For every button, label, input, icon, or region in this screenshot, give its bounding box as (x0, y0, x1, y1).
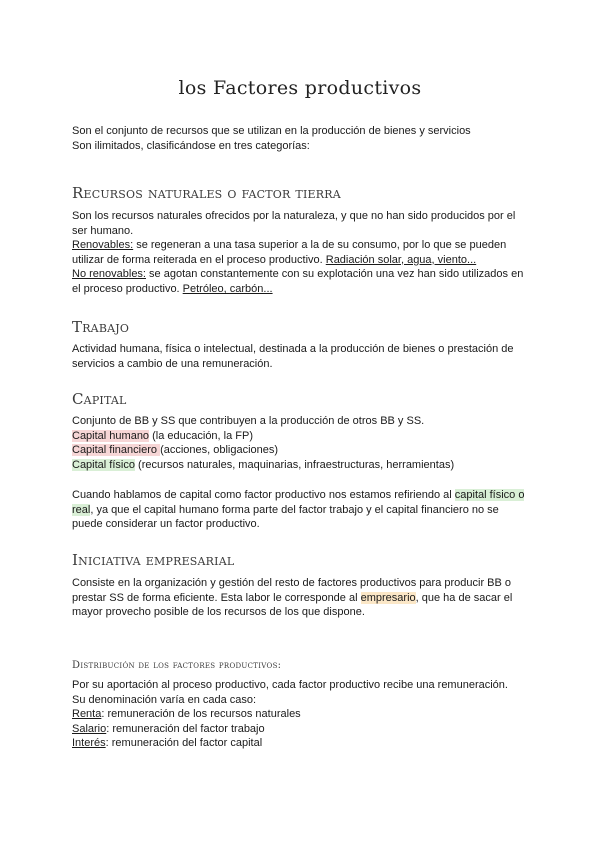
section-heading-iniciativa: Iniciativa empresarial (72, 551, 235, 569)
recursos-description: Son los recursos naturales ofrecidos por la naturaleza, y que no han sido producidos por el ser humano. (72, 210, 516, 237)
salario-label: Salario (72, 722, 107, 735)
renta-text: : remuneración de los recursos naturales (101, 708, 301, 721)
section-heading-capital: Capital (72, 390, 127, 408)
iniciativa-paragraph (72, 576, 532, 620)
capital-para-pre: Cuando hablamos de capital como factor productivo nos estamos refiriendo al (72, 489, 455, 501)
interes-label: Interés (72, 737, 106, 750)
renovables-text: se regeneran a una tasa superior a la de su consumo, por lo que se pueden utilizar de forma reiterada en el proceso productivo. (72, 239, 507, 266)
distribucion-paragraph (72, 678, 532, 751)
distribucion-line-1: Por su aportación al proceso productivo, cada factor productivo recibe una remuneración. (72, 679, 508, 691)
page-title: los Factores productivos (178, 77, 422, 99)
intro-paragraph (72, 124, 532, 153)
capital-fisico-item (72, 458, 532, 473)
capital-financiero-label: Capital financiero (72, 444, 161, 457)
capital-list (72, 414, 532, 472)
capital-humano-label: Capital humano (72, 429, 150, 442)
capital-paragraph (72, 488, 532, 532)
salario-item (72, 722, 532, 737)
iniciativa-pre: Consiste en la organización y gestión del resto de factores productivos para producir BB o prestar SS de forma eficiente. Esta labor le corresponde al (72, 577, 512, 604)
renovables-item (72, 238, 532, 267)
interes-text: : remuneración del factor capital (105, 737, 263, 750)
capital-para-post: , ya que el capital humano forma parte del factor trabajo y el capital financiero no se puede considerar un factor productivo. (72, 503, 499, 531)
capital-humano-text: (la educación, la FP) (149, 429, 253, 442)
intro-line-2: Son ilimitados, clasificándose en tres categorías: (72, 139, 310, 152)
capital-fisico-highlight: capital físico o real (72, 489, 525, 516)
renovables-examples: Radiación solar, agua, viento... (325, 253, 477, 266)
section-heading-distribucion: Distribución de los factores productivos: (72, 660, 282, 671)
no-renovables-text: se agotan constantemente con su explotación una vez han sido utilizados en el proceso productivo. (72, 268, 524, 295)
capital-description: Conjunto de BB y SS que contribuyen a la producción de otros BB y SS. (72, 415, 425, 427)
iniciativa-post: , que ha de sacar el mayor provecho posible de los recursos de los que dispone. (72, 591, 513, 619)
distribucion-line-2: Su denominación varía en cada caso: (72, 693, 257, 706)
recursos-paragraph (72, 209, 532, 297)
renta-label: Renta (72, 708, 102, 721)
no-renovables-label: No renovables: (72, 268, 146, 281)
capital-fisico-label: Capital físico (72, 458, 135, 471)
section-heading-trabajo: Trabajo (72, 318, 130, 336)
no-renovables-examples: Petróleo, carbón... (182, 282, 273, 295)
renta-item (72, 707, 532, 722)
intro-line-1: Son el conjunto de recursos que se utilizan en la producción de bienes y servicios (72, 125, 471, 137)
interes-item (72, 736, 532, 751)
renovables-label: Renovables: (72, 239, 134, 252)
capital-financiero-item (72, 443, 532, 458)
salario-text: : remuneración del factor trabajo (106, 722, 265, 735)
empresario-highlight: empresario (360, 591, 416, 604)
trabajo-paragraph: Actividad humana, física o intelectual, destinada a la producción de bienes o prestación de servicios a cambio de una remuneración. (72, 343, 514, 370)
section-heading-recursos: Recursos naturales o factor tierra (72, 184, 341, 202)
no-renovables-item (72, 267, 532, 296)
capital-financiero-text: (acciones, obligaciones) (160, 444, 279, 457)
capital-humano-item (72, 429, 532, 444)
capital-fisico-text: (recursos naturales, maquinarias, infraestructuras, herramientas) (134, 458, 455, 471)
